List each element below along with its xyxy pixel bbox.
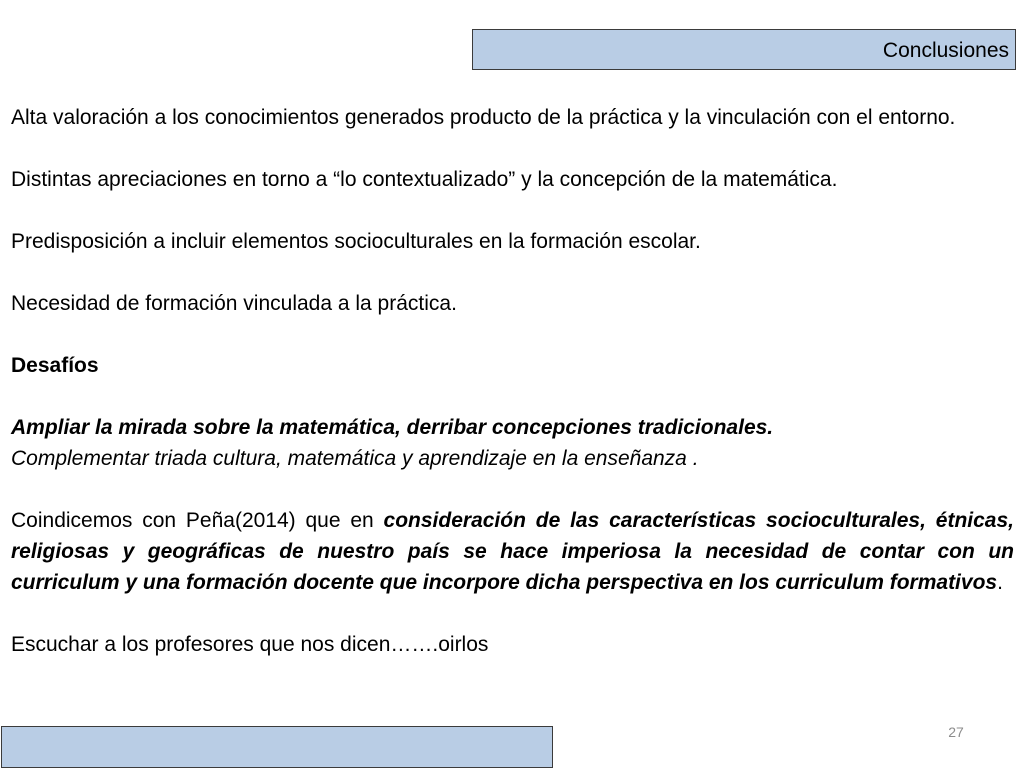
- slide-title-box: [472, 29, 1016, 70]
- challenges-heading: Desafíos: [11, 354, 99, 377]
- conclusion-item-2: Distintas apreciaciones en torno a “lo contextualizado” y la concepción de la matemática.: [11, 168, 838, 191]
- conclusion-item-4: Necesidad de formación vinculada a la práctica.: [11, 292, 457, 315]
- slide-title: Conclusiones: [882, 39, 1009, 62]
- quote-lead: Coindicemos con Peña(2014) que en: [11, 509, 384, 532]
- closing-line: Escuchar a los profesores que nos dicen…….oirlos: [11, 633, 489, 656]
- slide-content: [11, 102, 1014, 660]
- quote-paragraph: [11, 505, 1014, 598]
- conclusion-item-3: Predisposición a incluir elementos socioculturales en la formación escolar.: [11, 230, 701, 253]
- footer-box: [1, 726, 553, 768]
- challenge-item-1: Ampliar la mirada sobre la matemática, derribar concepciones tradicionales.: [11, 416, 774, 439]
- quote-emphasis: consideración de las características socioculturales, étnicas, religiosas y geográficas de nuestro país se hace imperiosa la necesidad de contar con un curriculum y una formación docente que incorpore dicha perspectiva en los curriculum formativos: [11, 509, 1014, 594]
- challenge-item-2: Complementar triada cultura, matemática y aprendizaje en la enseñanza .: [11, 447, 699, 470]
- conclusion-item-1: Alta valoración a los conocimientos generados producto de la práctica y la vinculación con el entorno.: [11, 106, 956, 129]
- quote-tail: .: [997, 571, 1003, 594]
- page-number: 27: [948, 724, 964, 740]
